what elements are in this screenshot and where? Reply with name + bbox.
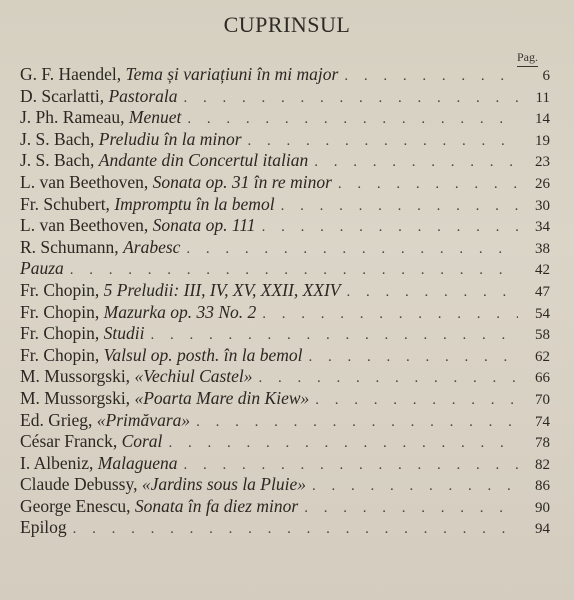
composer-name: J. S. Bach, (20, 128, 99, 149)
entry-text (20, 388, 309, 409)
page-number: 14 (535, 111, 550, 128)
page-number: 38 (535, 240, 550, 257)
page-number: 47 (535, 283, 550, 300)
work-title: Menuet (128, 107, 182, 128)
composer-name: M. Mussorgski, (20, 387, 135, 408)
page-number: 82 (535, 456, 550, 473)
composer-name: J. S. Bach, (20, 150, 99, 171)
work-title: Andante din Concertul italian (98, 150, 309, 171)
entry-text (20, 345, 302, 366)
entry-text (20, 215, 256, 236)
toc-entry (20, 280, 550, 302)
dot-leader (262, 219, 518, 236)
composer-name: Fr. Chopin, (20, 323, 104, 344)
dot-leader (262, 306, 518, 323)
work-title: «Vechiul Castel» (134, 366, 253, 387)
composer-name: Fr. Chopin, (20, 279, 104, 300)
dot-leader (304, 500, 518, 517)
entry-text (20, 86, 178, 107)
work-title: Coral (121, 431, 163, 452)
composer-name: Fr. Chopin, (20, 344, 104, 365)
dot-leader (168, 435, 518, 452)
work-title: Sonata op. 31 în re minor (152, 171, 332, 192)
toc-entry (20, 453, 550, 475)
work-title: Arabesc (123, 236, 181, 257)
page-number: 42 (535, 262, 550, 279)
toc-entry (20, 388, 550, 410)
composer-name: I. Albeniz, (20, 452, 98, 473)
dot-leader (344, 68, 518, 85)
work-title: «Poarta Mare din Kiew» (134, 387, 310, 408)
toc-entry (20, 474, 550, 496)
composer-name: L. van Beethoven, (20, 215, 153, 236)
page-number: 23 (535, 154, 550, 171)
dot-leader (308, 349, 518, 366)
entry-text (20, 107, 181, 128)
composer-name: D. Scarlatti, (20, 85, 109, 106)
work-title: Studii (103, 323, 145, 344)
work-title: Impromptu în la bemol (114, 193, 275, 214)
dot-leader (70, 262, 518, 279)
composer-name: César Franck, (20, 431, 122, 452)
table-of-contents (20, 64, 550, 539)
entry-text (20, 431, 162, 452)
toc-entry (20, 107, 550, 129)
entry-text (20, 258, 64, 279)
composer-name: Ed. Grieg, (20, 409, 97, 430)
toc-entry (20, 517, 550, 539)
toc-entry (20, 345, 550, 367)
work-title: Sonata în fa diez minor (134, 495, 299, 516)
work-title: Valsul op. posth. în la bemol (103, 344, 303, 365)
toc-entry (20, 86, 550, 108)
dot-leader (183, 457, 518, 474)
page-column-header: Pag. (517, 50, 538, 67)
entry-text (20, 64, 338, 85)
toc-entry (20, 302, 550, 324)
dot-leader (248, 133, 518, 150)
work-title: Pauza (20, 258, 64, 279)
composer-name: J. Ph. Rameau, (20, 107, 129, 128)
dot-leader (196, 414, 518, 431)
page-number: 6 (542, 68, 550, 84)
entry-text (20, 150, 308, 171)
work-title: «Jardins sous la Pluie» (141, 474, 306, 495)
entry-text (20, 323, 144, 344)
toc-entry (20, 129, 550, 151)
composer-name: L. van Beethoven, (20, 171, 153, 192)
work-title: Malaguena (97, 452, 178, 473)
dot-leader (315, 392, 518, 409)
dot-leader (73, 521, 518, 538)
toc-entry (20, 150, 550, 172)
page-number: 90 (535, 499, 550, 516)
dot-leader (259, 370, 518, 387)
page-number: 94 (535, 521, 550, 538)
composer-name: Claude Debussy, (20, 474, 142, 495)
page-number: 11 (535, 89, 550, 106)
page-number: 30 (535, 197, 550, 214)
dot-leader (184, 90, 519, 107)
page-number: 70 (535, 391, 550, 408)
toc-entry (20, 172, 550, 194)
composer-name: Epilog (20, 517, 67, 538)
entry-text (20, 496, 298, 517)
composer-name: G. F. Haendel, (20, 64, 126, 84)
dot-leader (150, 327, 518, 344)
toc-entry (20, 64, 550, 86)
dot-leader (281, 198, 518, 215)
page-number: 66 (535, 370, 550, 387)
toc-entry (20, 496, 550, 518)
page-number: 74 (535, 413, 550, 430)
toc-entry (20, 194, 550, 216)
work-title: Preludiu în la minor (98, 128, 242, 149)
page-number: 78 (535, 435, 550, 452)
composer-name: Fr. Chopin, (20, 301, 104, 322)
page-number: 86 (535, 478, 550, 495)
toc-entry (20, 410, 550, 432)
entry-text (20, 129, 242, 150)
page-number: 58 (535, 327, 550, 344)
composer-name: Fr. Schubert, (20, 193, 115, 214)
work-title: Mazurka op. 33 No. 2 (103, 301, 257, 322)
page-number: 34 (535, 219, 550, 236)
page-title: CUPRINSUL (223, 12, 351, 37)
toc-entry (20, 323, 550, 345)
composer-name: M. Mussorgski, (20, 366, 135, 387)
dot-leader (312, 478, 518, 495)
entry-text (20, 172, 332, 193)
entry-text (20, 237, 180, 258)
toc-entry (20, 431, 550, 453)
dot-leader (314, 154, 518, 171)
page-number: 54 (535, 305, 550, 322)
page-number: 19 (535, 132, 550, 149)
entry-text (20, 474, 306, 495)
toc-entry (20, 215, 550, 237)
entry-text (20, 194, 275, 215)
toc-entry (20, 237, 550, 259)
toc-entry (20, 366, 550, 388)
work-title: Sonata op. 111 (152, 215, 256, 236)
work-title: Pastorala (108, 85, 178, 106)
dot-leader (186, 241, 518, 258)
work-title: 5 Preludii: III, IV, XV, XXII, XXIV (103, 279, 341, 300)
toc-entry (20, 258, 550, 280)
page-number: 26 (535, 175, 550, 192)
entry-text (20, 453, 177, 474)
dot-leader (338, 176, 518, 193)
dot-leader (346, 284, 518, 301)
dot-leader (187, 111, 518, 128)
entry-text (20, 302, 256, 323)
entry-text (20, 410, 190, 431)
composer-name: R. Schumann, (20, 236, 124, 257)
entry-text (20, 280, 340, 301)
work-title: «Primăvara» (96, 409, 191, 430)
entry-text (20, 366, 253, 387)
composer-name: George Enescu, (20, 495, 135, 516)
entry-text (20, 517, 67, 538)
page-number: 62 (535, 348, 550, 365)
work-title: Tema și variațiuni în mi major (125, 64, 339, 84)
